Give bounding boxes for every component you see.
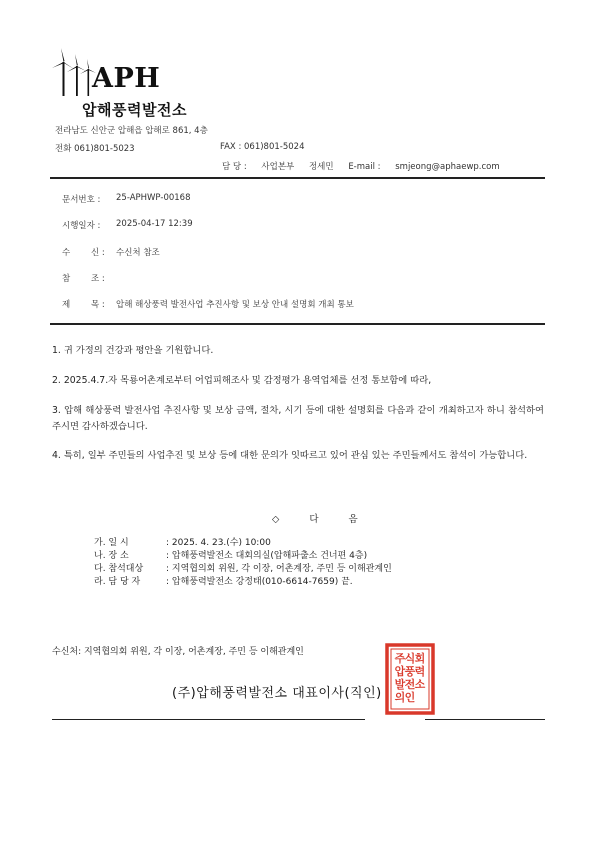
detail-label: 가. 일 시 — [94, 538, 129, 548]
contact-department: 사업본부 — [261, 162, 295, 172]
recipient-value: 수신처 참조 — [116, 248, 160, 258]
company-phone: 전화 061)801-5023 — [55, 144, 135, 154]
subject-label-part1: 제 — [62, 300, 71, 310]
recipient-label-part1: 수 — [62, 248, 71, 258]
recipient-label-part2: 신 : — [91, 248, 105, 258]
reference-label-part1: 참 — [62, 274, 71, 284]
reference-label-part2: 조 : — [91, 274, 105, 284]
logo-text: APH — [92, 63, 161, 94]
body-paragraph-2: 2. 2025.4.7.자 목룡어촌계로부터 어업피해조사 및 감정평가 용역업체를 선정 통보함에 따라, — [52, 375, 432, 386]
seal-glyph: 식 — [404, 652, 416, 665]
seal-glyph: 인 — [404, 691, 416, 704]
issue-date-label: 시행일자 : — [62, 221, 101, 231]
seal-glyph: 력 — [414, 665, 426, 678]
subject-label-part2: 목 : — [91, 300, 105, 310]
official-seal-icon — [384, 642, 436, 716]
notice-detail-location — [94, 548, 367, 561]
notice-detail-attendees — [94, 561, 392, 574]
signature-line: (주)압해풍력발전소 대표이사(직인) — [172, 686, 382, 701]
seal-glyph: 의 — [394, 691, 406, 704]
seal-glyph: 소 — [414, 678, 426, 691]
detail-label: 라. 담 당 자 — [94, 577, 141, 587]
body-paragraph-1: 1. 귀 가정의 건강과 평안을 기원합니다. — [52, 345, 214, 356]
issue-date-value: 2025-04-17 12:39 — [116, 219, 193, 229]
seal-glyph: 압 — [394, 665, 406, 678]
contact-person: 정세민 — [308, 162, 334, 172]
detail-value: : 압해풍력발전소 강정태(010-6614-7659) 끝. — [166, 577, 353, 587]
footer-divider-left — [52, 719, 365, 720]
body-paragraph-4: 4. 특히, 일부 주민들의 사업추진 및 보상 등에 대한 문의가 잇따르고 있어 관심 있는 주민들께서도 참석이 가능합니다. — [52, 450, 528, 461]
subject-value: 압해 해상풍력 발전사업 추진사항 및 보상 안내 설명회 개최 통보 — [116, 300, 354, 310]
contact-email[interactable]: smjeong@aphaewp.com — [395, 162, 500, 172]
header-divider — [50, 177, 545, 179]
detail-value: : 2025. 4. 23.(수) 10:00 — [166, 538, 271, 548]
seal-glyph: 전 — [404, 678, 416, 691]
doc-number-value: 25-APHWP-00168 — [116, 193, 191, 203]
contact-label: 담 당 : — [222, 162, 247, 172]
detail-value: : 지역협의회 위원, 각 이장, 어촌계장, 주민 등 이해관계인 — [166, 564, 392, 574]
doc-number-label: 문서번호 : — [62, 195, 101, 205]
recipients-list: 수신처: 지역협의회 위원, 각 이장, 어촌계장, 주민 등 이해관계인 — [52, 647, 304, 657]
company-address: 전라남도 신안군 압해읍 압해로 861, 4층 — [55, 126, 208, 136]
company-fax: FAX : 061)801-5024 — [220, 142, 305, 152]
seal-glyph: 회 — [414, 652, 426, 665]
notice-heading-part2: 음 — [348, 514, 358, 525]
contact-email-label: E-mail : — [348, 162, 381, 172]
notice-detail-contact — [94, 574, 353, 587]
detail-label: 다. 참석대상 — [94, 564, 144, 574]
seal-glyph: 발 — [394, 678, 406, 691]
detail-label: 나. 장 소 — [94, 551, 129, 561]
diamond-icon: ◇ — [272, 514, 280, 525]
detail-value: : 압해풍력발전소 대회의실(압해파출소 건너편 4층) — [166, 551, 368, 561]
company-name: 압해풍력발전소 — [82, 101, 187, 119]
notice-heading — [272, 511, 388, 525]
footer-divider-right — [425, 719, 545, 720]
notice-detail-datetime — [94, 535, 271, 548]
meta-divider — [50, 323, 545, 325]
seal-glyph: 풍 — [404, 665, 416, 678]
notice-heading-part1: 다 — [309, 514, 319, 525]
contact-row — [222, 160, 512, 172]
seal-glyph: 주 — [394, 652, 406, 665]
body-paragraph-3: 3. 압해 해상풍력 발전사업 추진사항 및 보상 금액, 절차, 시기 등에 대한 설명회를 다음과 같이 개최하고자 하니 참석하여 주시면 감사하겠습니다. — [52, 405, 544, 432]
